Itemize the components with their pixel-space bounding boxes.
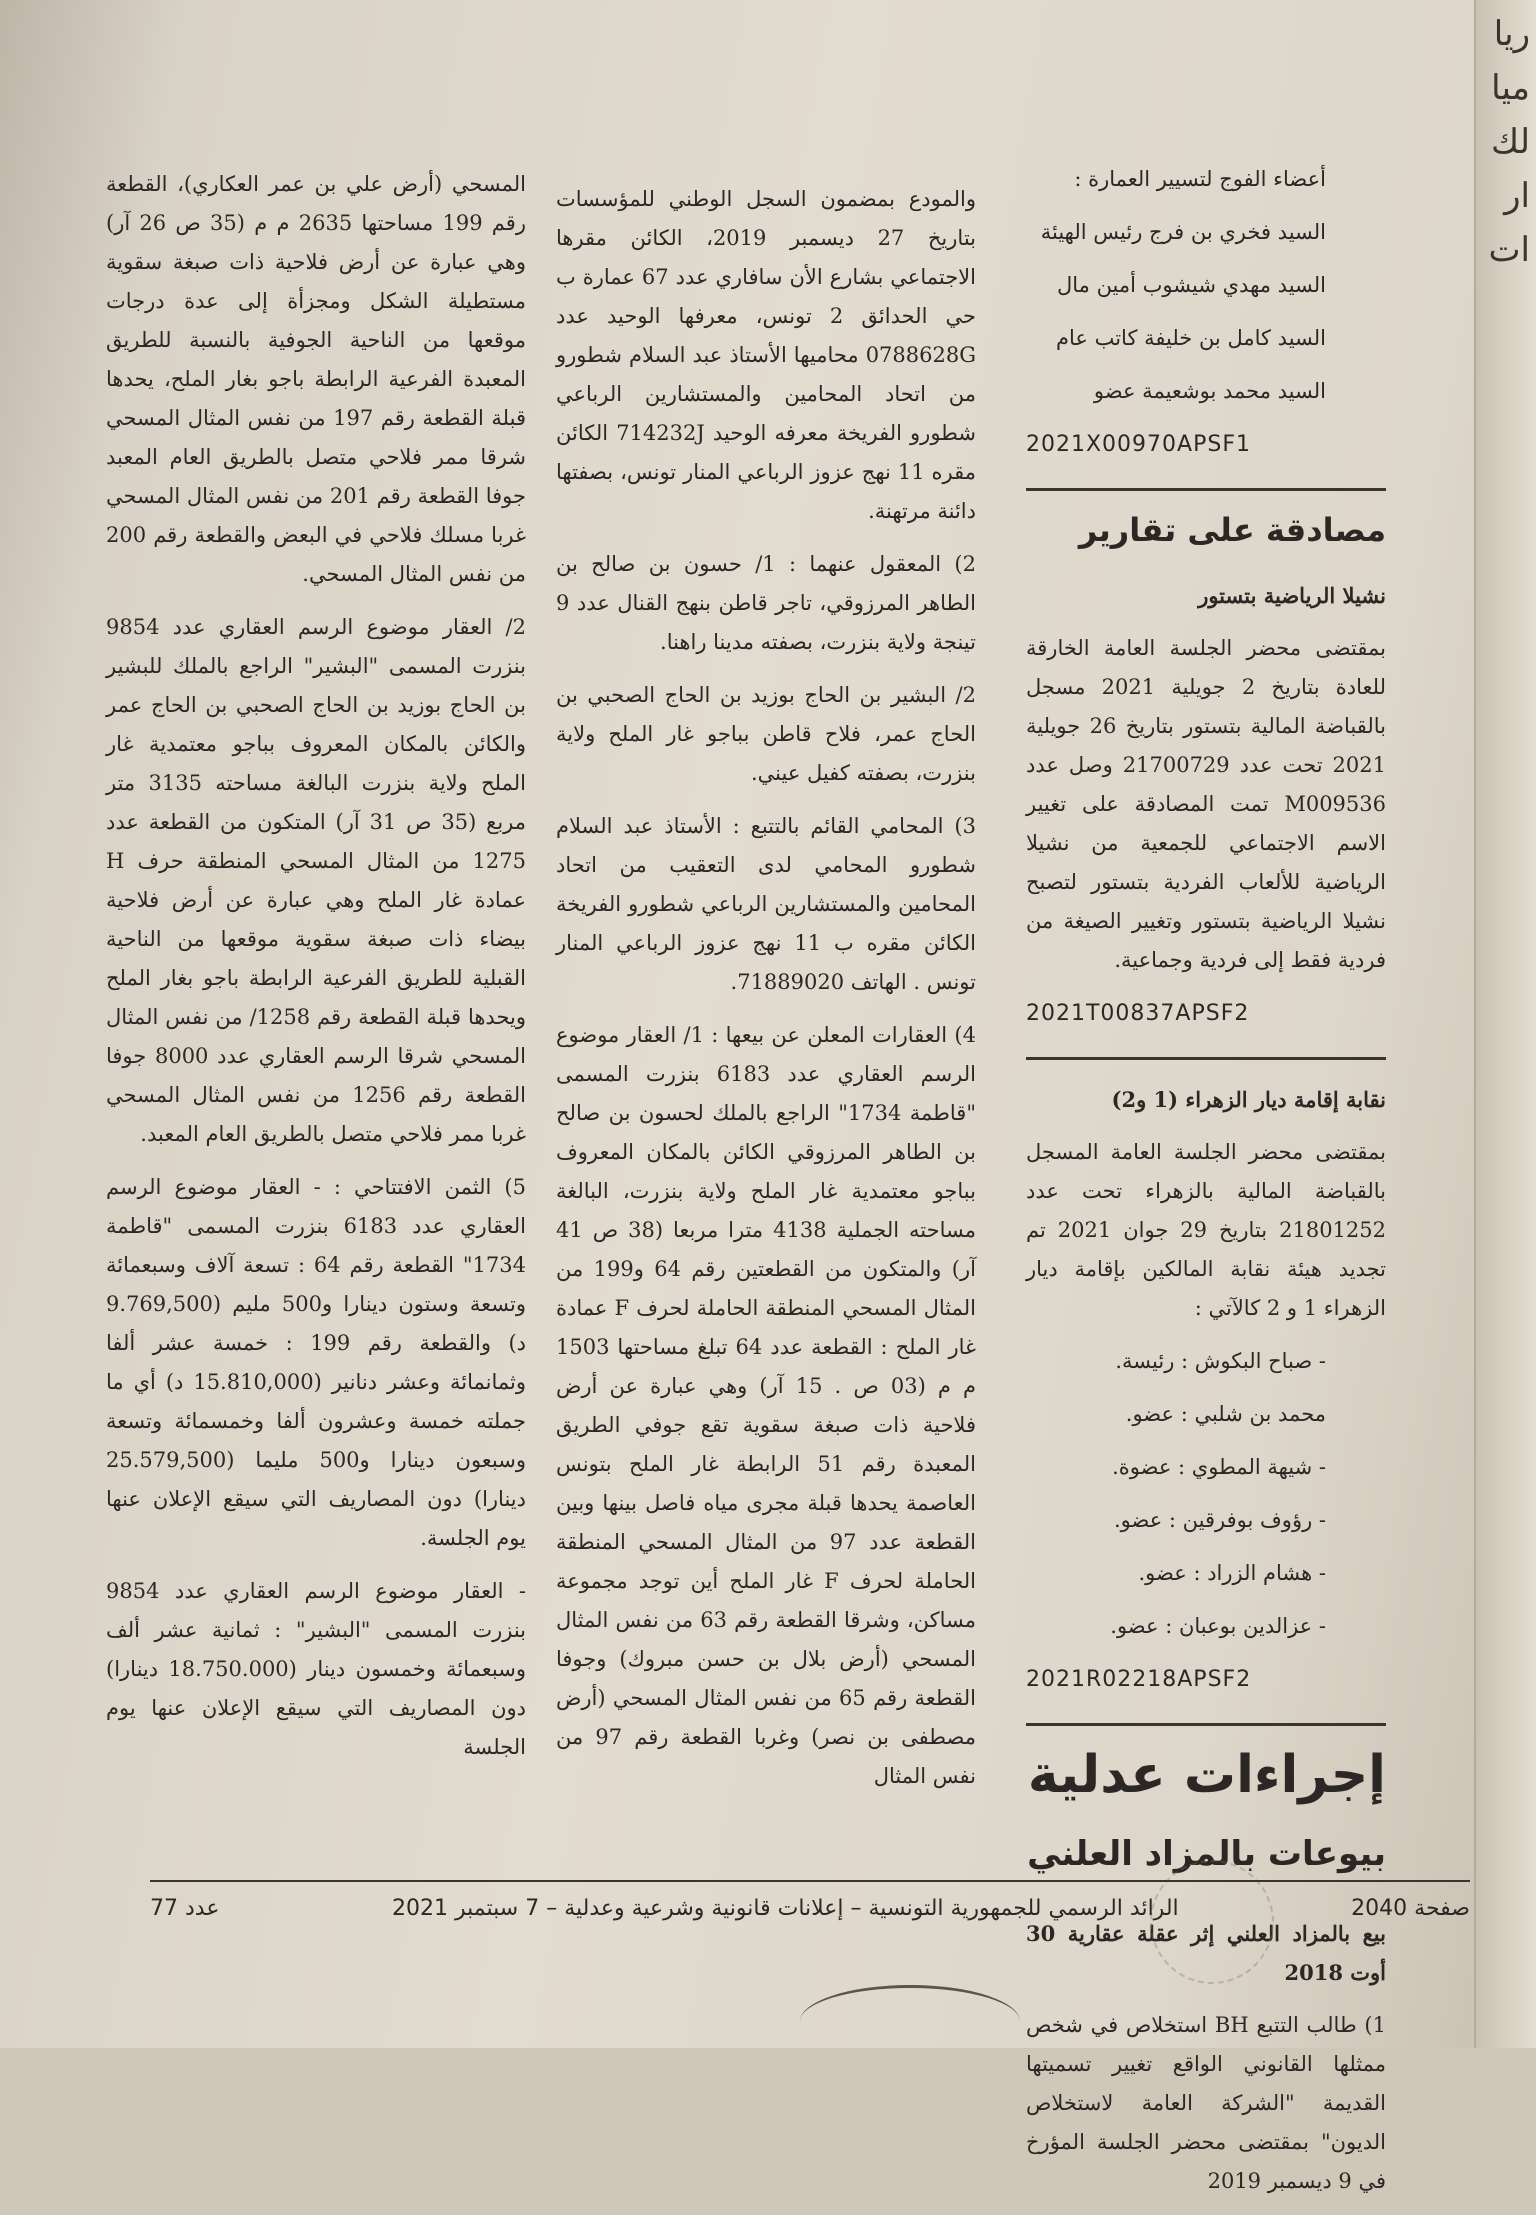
subsection-heading: بيوعات بالمزاد العلني bbox=[1027, 1834, 1386, 1874]
paragraph: 5) الثمن الافتتاحي : - العقار موضوع الرسم العقاري عدد 6183 بنزرت المسمى "قاطمة 1734" القطعة رقم 64 : تسعة آلاف وسبعمائة وتسعة وستون دينارا و500 مليم (9.769,500 د) والقطعة رقم 199 : خمسة عشر ألفا وثمانمائة وعشر دنانير (15.810,000 د) أي ما جملته خمسة وعشرون ألفا وخمسمائة وتسعة وسبعون دينارا و500 مليما (25.579,500 دينارا) دون المصاريف التي سيقع الإعلان عنها يوم الجلسة. bbox=[106, 1175, 527, 1550]
union-member: - عزالدين بوعبان : عضو. bbox=[1110, 1614, 1326, 1638]
members-intro: أعضاء الفوج لتسيير العمارة : bbox=[1074, 167, 1326, 191]
club-notice: بمقتضى محضر الجلسة العامة الخارقة للعادة بتاريخ 2 جويلية 2021 مسجل بالقباضة المالية بتستور بتاريخ 26 جويلية 2021 تحت عدد 21700729 وصل عدد M009536 تمت المصادقة على تغيير الاسم الاجتماعي للجمعية من نشيلا الرياضية للألعاب الفردية بتستور لتصبح نشيلا الرياضية بتستور وتغيير الصيغة من فردية فقط إلى فردية وجماعية. bbox=[1026, 636, 1386, 972]
paragraph: - العقار موضوع الرسم العقاري عدد 9854 بنزرت المسمى "البشير" : ثمانية عشر ألف وسبعمائة وخمسون دينار (18.750.000 دينارا) دون المصاريف التي سيقع الإعلان عنها يوم الجلسة bbox=[106, 1579, 526, 1759]
member-line: السيد محمد بوشعيمة عضو bbox=[1093, 379, 1326, 403]
paragraph: والمودع بمضمون السجل الوطني للمؤسسات بتاريخ 27 ديسمبر 2019، الكائن مقرها الاجتماعي بشارع الأن سافاري عدد 67 عمارة ب حي الحدائق 2 تونس، معرفها الوحيد عدد 0788628G محاميها الأستاذ عبد السلام شطورو من اتحاد المحامين والمستشارين الرباعي شطورو الفريخة معرفه الوحيد 714232J الكائن مقره 11 نهج عزوز الرباعي المنار تونس، بصفتها دائنة مرتهنة. bbox=[556, 187, 977, 523]
paragraph: 2) المعقول عنهما : 1/ حسون بن صالح بن الطاهر المرزوقي، تاجر قاطن بنهج القنال عدد 9 تينجة ولاية بنزرت، بصفته مدينا راهنا. bbox=[556, 552, 976, 654]
club-name: نشيلا الرياضية بتستور bbox=[1198, 583, 1386, 608]
union-member: - هشام الزراد : عضو. bbox=[1138, 1561, 1326, 1585]
issue-number: عدد 77 bbox=[150, 1896, 220, 1921]
edge-fragment: ريا bbox=[1493, 14, 1530, 54]
divider bbox=[1026, 488, 1386, 491]
paragraph: 3) المحامي القائم بالتتبع : الأستاذ عبد السلام شطورو المحامي لدى التعقيب من اتحاد المحامين والمستشارين الرباعي شطورو الفريخة الكائن مقره ب 11 نهج عزوز الرباعي المنار تونس . الهاتف 71889020. bbox=[556, 814, 976, 994]
sale-notice: 1) طالب التتبع BH استخلاص في شخص ممثلها القانوني الواقع تغيير تسميتها القديمة "الشركة العامة لاستخلاص الديون" بمقتضى محضر الجلسة المؤرخ في 9 ديسمبر 2019 bbox=[1026, 2013, 1386, 2193]
page-footer bbox=[150, 1880, 1470, 1921]
paragraph: 4) العقارات المعلن عن بيعها : 1/ العقار موضوع الرسم العقاري عدد 6183 بنزرت المسمى "قاطمة 1734" الراجع بالملك لحسون بن صالح بن الطاهر المرزوقي الكائن بالمكان المعروف بباجو معتمدية غار الملح ولاية بنزرت، البالغة مساحته الجملية 4138 مترا مربعا (38 ص 41 آر) والمتكون من القطعتين رقم 64 و199 من المثال المسحي المنطقة الحاملة لحرف F عمادة غار الملح : القطعة عدد 64 تبلغ مساحتها 1503 م م (03 ص . 15 آر) وهي عبارة عن أرض فلاحية ذات صبغة سقوية تقع جوفي الطريق المعبدة رقم 51 الرابطة غار الملح بتونس العاصمة يحدها قبلة مجرى مياه فاصل بينها وبين القطعة عدد 97 من المثال المسحي المنطقة الحاملة لحرف F غار الملح أين توجد مجموعة مساكن، وشرقا القطعة رقم 63 من نفس المثال المسحي (أرض بلال بن حسن مبروك) وجوفا القطعة رقم 65 من نفس المثال المسحي (أرض مصطفى بن نصر) وغربا القطعة رقم 97 من نفس المثال bbox=[556, 1023, 977, 1788]
union-member: - رؤوف بوفرقين : عضو. bbox=[1113, 1508, 1326, 1532]
union-member: - شيهة المطوي : عضوة. bbox=[1112, 1455, 1326, 1479]
paragraph: 2/ البشير بن الحاج بوزيد بن الحاج الصحبي بن الحاج عمر، فلاح قاطن بباجو غار الملح ولاية بنزرت، بصفته كفيل عيني. bbox=[556, 683, 976, 785]
paragraph: المسحي (أرض علي بن عمر العكاري)، القطعة رقم 199 مساحتها 2635 م م (35 ص 26 آر) وهي عبارة عن أرض فلاحية ذات صبغة سقوية مستطيلة الشكل ومجزأة إلى عدة درجات موقعها من الناحية الجوفية بالنسبة للطريق المعبدة الفرعية الرابطة باجو بغار الملح، يحدها قبلة القطعة رقم 197 من نفس المثال المسحي شرقا ممر فلاحي متصل بالطريق العام المعبد جوفا القطعة رقم 201 من نفس المثال المسحي غربا مسلك فلاحي في البعض والقطعة رقم 200 من نفس المثال المسحي. bbox=[106, 172, 527, 586]
reference-code: 2021R02218APSF2 bbox=[1026, 1667, 1252, 1692]
sale-title: بيع بالمزاد العلني إثر عقلة عقارية 30 أوت 2018 bbox=[1026, 1921, 1386, 1985]
committee-members bbox=[1026, 160, 1326, 411]
adjacent-page-edge bbox=[1474, 0, 1536, 2048]
divider bbox=[1026, 1723, 1386, 1726]
page-number: صفحة 2040 bbox=[1351, 1896, 1470, 1921]
union-members bbox=[1026, 1342, 1326, 1646]
page-curl bbox=[800, 1985, 1020, 2058]
union-member: محمد بن شلبي : عضو. bbox=[1125, 1402, 1326, 1426]
union-notice: بمقتضى محضر الجلسة العامة المسجل بالقباضة المالية بالزهراء تحت عدد 21801252 بتاريخ 29 جوان 2021 تم تجديد هيئة نقابة المالكين بإقامة ديار الزهراء 1 و 2 كالآتي : bbox=[1026, 1140, 1386, 1320]
middle-column bbox=[556, 180, 976, 1810]
left-column bbox=[106, 165, 526, 1781]
reference-code: 2021X00970APSF1 bbox=[1026, 432, 1251, 457]
edge-fragment: لك bbox=[1490, 122, 1530, 162]
edge-fragment: ار bbox=[1504, 176, 1530, 216]
edge-fragment: ميا bbox=[1491, 68, 1530, 108]
section-heading-large: إجراءات عدلية bbox=[1027, 1745, 1386, 1805]
member-line: السيد فخري بن فرج رئيس الهيئة bbox=[1040, 220, 1326, 244]
union-member: - صباح البكوش : رئيسة. bbox=[1115, 1349, 1326, 1373]
section-heading: مصادقة على تقارير bbox=[1078, 511, 1386, 549]
publication-title: الرائد الرسمي للجمهورية التونسية – إعلانات قانونية وشرعية وعدلية – 7 سبتمبر 2021 bbox=[392, 1896, 1179, 1921]
member-line: السيد كامل بن خليفة كاتب عام bbox=[1055, 326, 1326, 350]
union-name: نقابة إقامة ديار الزهراء (1 و2) bbox=[1111, 1087, 1386, 1112]
divider bbox=[1026, 1057, 1386, 1060]
edge-fragment: ات bbox=[1488, 230, 1530, 270]
paragraph: 2/ العقار موضوع الرسم العقاري عدد 9854 بنزرت المسمى "البشير" الراجع بالملك للبشير بن الحاج بوزيد بن الحاج الصحبي بن الحاج عمر والكائن بالمكان المعروف بباجو معتمدية غار الملح ولاية بنزرت البالغة مساحته 3135 متر مربع (35 ص 31 آر) المتكون من القطعة عدد 1275 من المثال المسحي المنطقة حرف H عمادة غار الملح وهي عبارة عن أرض فلاحية بيضاء ذات صبغة سقوية موقعها من الناحية القبلية للطريق الفرعية الرابطة باجو بغار الملح ويحدها قبلة القطعة رقم 1258/ من نفس المثال المسحي شرقا الرسم العقاري عدد 8000 جوفا القطعة رقم 1256 من نفس المثال المسحي غربا ممر فلاحي متصل بالطريق العام المعبد. bbox=[106, 615, 526, 1146]
member-line: السيد مهدي شيشوب أمين مال bbox=[1056, 273, 1326, 297]
reference-code: 2021T00837APSF2 bbox=[1026, 1001, 1250, 1026]
